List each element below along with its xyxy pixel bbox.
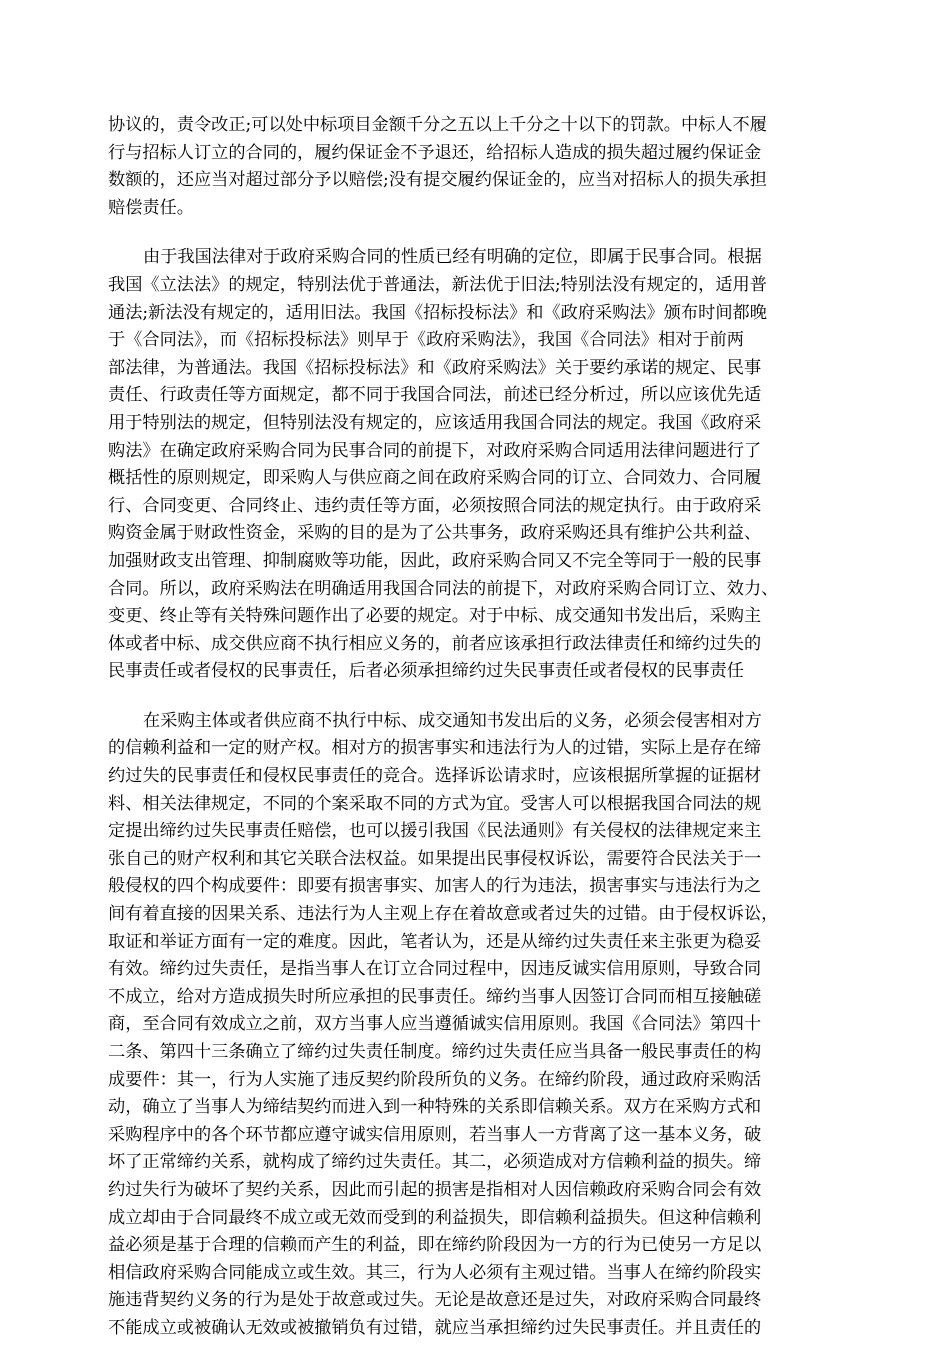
text-line: 购法》在确定政府采购合同为民事合同的前提下，对政府采购合同适用法律问题进行了	[108, 440, 762, 461]
text-line: 采购程序中的各个环节都应遵守诚实信用原则，若当事人一方背离了这一基本义务，破	[108, 1124, 762, 1145]
text-line: 合同。所以，政府采购法在明确适用我国合同法的前提下，对政府采购合同订立、效力、	[108, 578, 779, 599]
text-line: 约过失的民事责任和侵权民事责任的竞合。选择诉讼请求时，应该根据所掌握的证据材	[108, 766, 762, 787]
text-line: 行与招标人订立的合同的，履约保证金不予退还，给招标人造成的损失超过履约保证金	[108, 142, 762, 163]
text-line: 成要件：其一，行为人实施了违反契约阶段所负的义务。在缔约阶段，通过政府采购活	[108, 1069, 762, 1090]
text-line: 约过失行为破坏了契约关系，因此而引起的损害是指相对人因信赖政府采购合同会有效	[108, 1179, 762, 1200]
text-line: 成立却由于合同最终不成立或无效而受到的利益损失，即信赖利益损失。但这种信赖利	[108, 1207, 762, 1228]
text-line: 部法律，为普通法。我国《招标投标法》和《政府采购法》关于要约承诺的规定、民事	[108, 357, 762, 378]
text-line: 有效。缔约过失责任，是指当事人在订立合同过程中，因违反诚实信用原则，导致合同	[108, 959, 762, 980]
text-line: 商，至合同有效成立之前，双方当事人应当遵循诚实信用原则。我国《合同法》第四十	[108, 1014, 762, 1035]
text-line: 由于我国法律对于政府采购合同的性质已经有明确的定位，即属于民事合同。根据	[143, 247, 762, 268]
text-line: 通法;新法没有规定的，适用旧法。我国《招标投标法》和《政府采购法》颁布时间都晚	[108, 302, 767, 323]
text-line: 用于特别法的规定，但特别法没有规定的，应该适用我国合同法的规定。我国《政府采	[108, 412, 762, 433]
text-line: 赔偿责任。	[108, 197, 194, 218]
text-line: 动，确立了当事人为缔结契约而进入到一种特殊的关系即信赖关系。双方在采购方式和	[108, 1097, 762, 1118]
text-line: 购资金属于财政性资金，采购的目的是为了公共事务，政府采购还具有维护公共利益、	[108, 523, 762, 544]
text-line: 施违背契约义务的行为是处于故意或过失。无论是故意还是过失，对政府采购合同最终	[108, 1290, 762, 1311]
text-line: 体或者中标、成交供应商不执行相应义务的，前者应该承担行政法律责任和缔约过失的	[108, 633, 762, 654]
text-line: 我国《立法法》的规定，特别法优于普通法，新法优于旧法;特别法没有规定的，适用普	[108, 274, 767, 295]
text-line: 益必须是基于合理的信赖而产生的利益，即在缔约阶段因为一方的行为已使另一方足以	[108, 1235, 762, 1256]
text-line: 般侵权的四个构成要件：即要有损害事实、加害人的行为违法，损害事实与违法行为之	[108, 876, 762, 897]
document-page	[108, 112, 838, 1365]
text-line: 坏了正常缔约关系，就构成了缔约过失责任。其二，必须造成对方信赖利益的损失。缔	[108, 1152, 762, 1173]
text-line: 民事责任或者侵权的民事责任，后者必须承担缔约过失民事责任或者侵权的民事责任	[108, 661, 744, 682]
text-line: 不能成立或被确认无效或被撤销负有过错，就应当承担缔约过失民事责任。并且责任的	[108, 1317, 762, 1338]
text-line: 协议的，责令改正;可以处中标项目金额千分之五以上千分之十以下的罚款。中标人不履	[108, 115, 767, 135]
text-line: 变更、终止等有关特殊问题作出了必要的规定。对于中标、成交通知书发出后，采购主	[108, 606, 762, 627]
text-line: 间有着直接的因果关系、违法行为人主观上存在着故意或者过失的过错。由于侵权诉讼，	[108, 904, 779, 925]
text-line: 张自己的财产权利和其它关联合法权益。如果提出民事侵权诉讼，需要符合民法关于一	[108, 848, 762, 869]
text-line: 二条、第四十三条确立了缔约过失责任制度。缔约过失责任应当具备一般民事责任的构	[108, 1042, 762, 1062]
text-line: 于《合同法》，而《招标投标法》则早于《政府采购法》，我国《合同法》相对于前两	[108, 330, 744, 351]
text-line: 在采购主体或者供应商不执行中标、成交通知书发出后的义务，必须会侵害相对方	[143, 710, 762, 731]
text-line: 不成立，给对方造成损失时所应承担的民事责任。缔约当事人因签订合同而相互接触磋	[108, 986, 762, 1007]
text-line: 料、相关法律规定，不同的个案采取不同的方式为宜。受害人可以根据我国合同法的规	[108, 793, 762, 814]
text-line: 加强财政支出管理、抑制腐败等功能，因此，政府采购合同又不完全等同于一般的民事	[108, 550, 762, 571]
paragraph-1	[108, 112, 838, 222]
text-line: 责任、行政责任等方面规定，都不同于我国合同法，前述已经分析过，所以应该优先适	[108, 385, 762, 406]
text-line: 相信政府采购合同能成立或生效。其三，行为人必须有主观过错。当事人在缔约阶段实	[108, 1262, 762, 1283]
text-line: 数额的，还应当对超过部分予以赔偿;没有提交履约保证金的，应当对招标人的损失承担	[108, 170, 767, 191]
paragraph-3	[108, 708, 838, 1343]
text-line: 定提出缔约过失民事责任赔偿，也可以援引我国《民法通则》有关侵权的法律规定来主	[108, 821, 762, 842]
paragraph-2	[108, 244, 838, 686]
text-line: 取证和举证方面有一定的难度。因此，笔者认为，还是从缔约过失责任来主张更为稳妥	[108, 931, 762, 952]
text-line: 概括性的原则规定，即采购人与供应商之间在政府采购合同的订立、合同效力、合同履	[108, 468, 762, 489]
text-line: 行、合同变更、合同终止、违约责任等方面，必须按照合同法的规定执行。由于政府采	[108, 495, 762, 516]
text-line: 的信赖利益和一定的财产权。相对方的损害事实和违法行为人的过错，实际上是存在缔	[108, 738, 762, 759]
